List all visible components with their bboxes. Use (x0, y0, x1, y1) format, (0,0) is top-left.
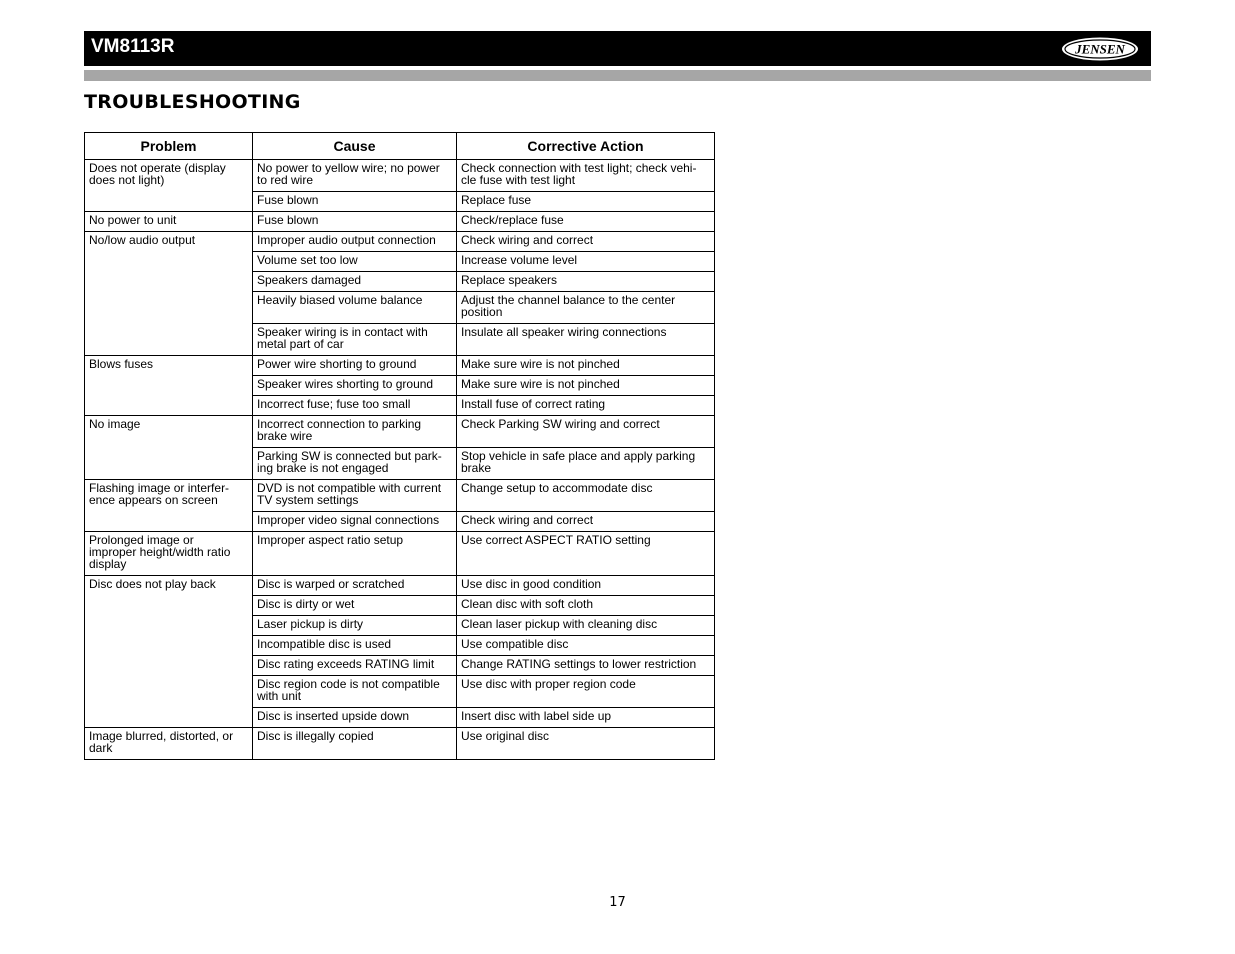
action-cell: Replace speakers (457, 272, 715, 292)
cause-cell: Volume set too low (253, 252, 457, 272)
jensen-logo (1060, 36, 1140, 62)
action-cell: Replace fuse (457, 192, 715, 212)
logo-text: JENSEN (1075, 41, 1125, 57)
cause-cell: Disc is warped or scratched (253, 576, 457, 596)
action-cell: Change setup to accommodate disc (457, 480, 715, 512)
page-number: 17 (609, 895, 626, 910)
problem-cell: Disc does not play back (85, 576, 253, 728)
problem-cell: Blows fuses (85, 356, 253, 416)
problem-cell: Prolonged image or improper height/width ratio display (85, 532, 253, 576)
cause-cell: Fuse blown (253, 192, 457, 212)
problem-cell: No/low audio output (85, 232, 253, 356)
cause-cell: Disc is inserted upside down (253, 708, 457, 728)
cause-cell: Improper aspect ratio setup (253, 532, 457, 576)
cause-cell: Speaker wiring is in contact with metal part of car (253, 324, 457, 356)
action-cell: Check wiring and correct (457, 512, 715, 532)
model-title: VM8113R (91, 36, 175, 57)
action-cell: Use disc with proper region code (457, 676, 715, 708)
cause-cell: Fuse blown (253, 212, 457, 232)
action-cell: Use disc in good condition (457, 576, 715, 596)
cause-cell: Disc is illegally copied (253, 728, 457, 760)
cause-cell: Disc rating exceeds RATING limit (253, 656, 457, 676)
table-row (85, 532, 715, 576)
action-cell: Increase volume level (457, 252, 715, 272)
problem-cell: Flashing image or interfer-ence appears on screen (85, 480, 253, 532)
action-cell: Use original disc (457, 728, 715, 760)
table-row (85, 232, 715, 252)
action-cell: Make sure wire is not pinched (457, 356, 715, 376)
action-cell: Check/replace fuse (457, 212, 715, 232)
action-cell: Stop vehicle in safe place and apply parking brake (457, 448, 715, 480)
action-cell: Clean disc with soft cloth (457, 596, 715, 616)
problem-cell: No image (85, 416, 253, 480)
section-title: TROUBLESHOOTING (84, 91, 301, 113)
table-row (85, 576, 715, 596)
cause-cell: DVD is not compatible with current TV system settings (253, 480, 457, 512)
action-cell: Check wiring and correct (457, 232, 715, 252)
cause-cell: Improper audio output connection (253, 232, 457, 252)
action-cell: Use compatible disc (457, 636, 715, 656)
action-cell: Make sure wire is not pinched (457, 376, 715, 396)
table-row (85, 212, 715, 232)
cause-cell: Incompatible disc is used (253, 636, 457, 656)
problem-cell: Does not operate (display does not light) (85, 160, 253, 212)
header-bar (84, 31, 1151, 66)
table-row (85, 416, 715, 448)
cause-cell: Parking SW is connected but park-ing brake is not engaged (253, 448, 457, 480)
cause-cell: Laser pickup is dirty (253, 616, 457, 636)
table-header-row (85, 133, 715, 160)
cause-cell: Disc is dirty or wet (253, 596, 457, 616)
troubleshooting-table (84, 132, 715, 760)
cause-cell: Incorrect fuse; fuse too small (253, 396, 457, 416)
table-body (85, 160, 715, 760)
table-row (85, 356, 715, 376)
cause-cell: No power to yellow wire; no power to red wire (253, 160, 457, 192)
column-header-action: Corrective Action (457, 133, 715, 160)
action-cell: Clean laser pickup with cleaning disc (457, 616, 715, 636)
table-row (85, 728, 715, 760)
action-cell: Insulate all speaker wiring connections (457, 324, 715, 356)
action-cell: Change RATING settings to lower restriction (457, 656, 715, 676)
action-cell: Install fuse of correct rating (457, 396, 715, 416)
table-row (85, 160, 715, 192)
column-header-cause: Cause (253, 133, 457, 160)
header-rule (84, 70, 1151, 81)
action-cell: Insert disc with label side up (457, 708, 715, 728)
cause-cell: Speaker wires shorting to ground (253, 376, 457, 396)
action-cell: Check connection with test light; check vehi-cle fuse with test light (457, 160, 715, 192)
cause-cell: Disc region code is not compatible with unit (253, 676, 457, 708)
cause-cell: Power wire shorting to ground (253, 356, 457, 376)
cause-cell: Speakers damaged (253, 272, 457, 292)
action-cell: Use correct ASPECT RATIO setting (457, 532, 715, 576)
cause-cell: Incorrect connection to parking brake wire (253, 416, 457, 448)
cause-cell: Improper video signal connections (253, 512, 457, 532)
problem-cell: Image blurred, distorted, or dark (85, 728, 253, 760)
table-row (85, 480, 715, 512)
action-cell: Check Parking SW wiring and correct (457, 416, 715, 448)
cause-cell: Heavily biased volume balance (253, 292, 457, 324)
column-header-problem: Problem (85, 133, 253, 160)
problem-cell: No power to unit (85, 212, 253, 232)
action-cell: Adjust the channel balance to the center position (457, 292, 715, 324)
